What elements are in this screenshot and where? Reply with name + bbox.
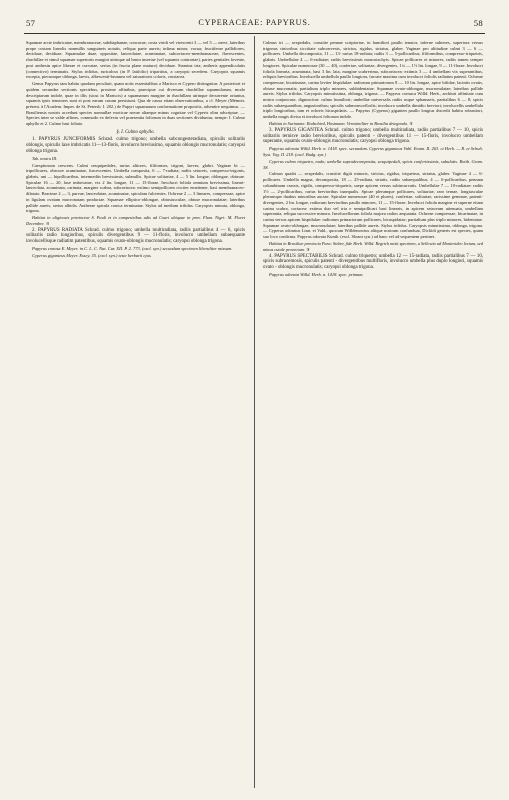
species-entry: 4. PAPYRUS SPECTABILIS Schrad. culmo triquetro; umbella 12 — 15-radiata, radiis partialibus 7 — 10, spicis subracemosis, spiculis patenti - divergentibus multifloris, involucro umbella plus duplo longiori, squamis ovato - oblongis mucronulatis; caryopsi oblonga trigona. — [263, 253, 483, 271]
plate-reference: Tab. nostra III. — [32, 155, 58, 161]
paragraph: Caespitosum crescens. Culmi sesquipedales, rarius altiores, filiformes, trigoni, laeves, glabri. Vaginae bi — tripollicares, obscure acuminatae, fuscescentes. Umbella composita, 6 — 7-radiata; radiis setaceis, compresso-trigonis, glabris, uni — bipollicaribus, intermediis brevissimis, subnullis. Spicae solitariae, 4 — 5 lin. longae, oblongae, obtusae. Spiculae 16 — 20, laxe imbricatae, vix 2 lin. longae, 11 — 13-florae. Involucri foliola omnium brevissima, lineari-lanceolata, acuminata, carinata, margine scabra, subcoriacea: extimo semipollicem circiter emetiente, basi membranaceo-dilatato. Bracteae 2 — 3, parvae, lanceolatae, acuminatae, spiculam fulcientes. Ochreae 2 — 3 lineares, compressae, apice in ligulam ovatam mucronatam productae. Squamae elliptico-oblongae, obtusiusculae, obtuse mucronulatae; lateribus pallide aureis, serius albidis. Antherae spicula conica terminatae. Stylus ad medium trifidus. Caryopsis minuta, oblonga, trigona. — [26, 162, 245, 214]
header-rule — [24, 33, 485, 34]
left-column — [26, 40, 245, 260]
running-title: CYPERACEAE: PAPYRUS. — [198, 18, 311, 27]
paragraph: Culmus tri — sexpedalis, crassitie pennae scriptoriae, in humiliori paullo tenuior, inferne subteres, superiora versus trigonus cinicribus sicciitate subconvexis, strictus, rigidus, striatus, glaber. Vaginae pro altitudine culmi 3 — 6 — pollicares. Umbella decomposita, 11 — 13- rarius 18-radiata; radiis 3 — 5-pollicaribus, filiformibus, compresso-triquetris, glabris. Umbellulae 4 — 6-radiatae; radiis brevissimis monostachyis. Spicae pollicares et minores, radiis tamen semper longiores. Spiculae numerosae (30 — 40), confertae, solitariae, divergentes, 1¼ — 1½ lin. longae, 9 — 11-florae. Involucri foliola linearia, acuminata, basi 3 lin. lata, margine scabrerima, subcoriacea: extimis 3 — 4 umbellam vix superantibus, reliquis brevioribus. Involucella umbellula paullo longiora, furcate maxima cum involucri foliolis radiatim patenti. Ochreae compressae, bicarinatae, carina leviter hispidulae: radiorum primariorum 8 — 10 lin. longae, apice bifidae, laciniis ovatis, obtuse mucronatis; partialium triplo minores, subbidentatae. Squamae ovato-oblongae, mucronulatae; lateribus pallide aureis. Stylus trifidus. Caryopsis minutissima, oblonga, trigona. — Papyrus cornuca Willd. Herb., archiuri affinitate cum nostra conjuncuse, dignoscitur: culmo humiliori; umbellae universalis radiis usque sphamaeis, partialibus 6 — 8; spicis radiis subaequantibus, angustioribus; spiculis submonvorflorlis; involucro umbella dimidio breviori; involucellis umbellula triplo longioribus, tam et ochreis bicuspidatis. — Papyrus (Cyperus) giganten paullo longius discedit habitu robustiori, umbella magis divisa et involucri foliorum indole. — [263, 40, 483, 120]
page-number-left: 57 — [26, 18, 36, 28]
section-heading: §. I. Culmo aphyllo. — [116, 129, 155, 135]
synonym-note: Papyrus odorata Willd. Herb. n. 1418. spec. primum. — [269, 271, 364, 277]
paragraph: Genus Papyrus tam habitu quodam peculiari, quam notis essentialibus a Marisco et Cypero distinguitur. A posteriori et quidem secundae sectionis speciebus, proxime affinibus, praecipue cui diversum rhachillae squamularum, modo descriptarum indole, quae in illis (sicut in Mariscis) a squamarum margine in rhachillam utrinque decurrente oriuntur, squamis ipsis tenuiores sunt et post earum casum persistunt. Qua de causa etiam observationibus, a cl. Meyer (Mémoir. présent. à l'Academ. Imper. de St. Petersb. I. 202.) de Papyri squamarum conformatione propositis, adsentire nequimus. — Brasiliensis nostris accedunt species nonnullae exoticae novae aliaeque minus cognitae vel Cyperis olim adscriptae. — Species inter se valde affines, commodo ex defectu vel praesentia foliorum in duas sectiones dividuntur, nempe: I. Culmo aphyllo et 2. Culmo basi foliato. — [26, 81, 245, 127]
column-divider — [254, 36, 255, 788]
habitat-note: Habitat in Brasiliae provincia Para: Sieber, fide Herb. Willd. Regrich misit specimen, a Sellowio ad Montevideo lectum, sed minus cutale provectum. ♃ — [263, 241, 483, 252]
habitat-note: Habitat in uliginosis provinciae S. Pauli et in campestribus udis ad Coari ubiquae in prov. Flum. Nigri: M. Floret Decembre. ♃ — [26, 215, 245, 226]
page-number-right: 58 — [473, 18, 483, 28]
synonym-note: Cyperus giganteus Meyer. Essey. 35. (excl. syn.) teste herbarii ejus. — [32, 252, 152, 258]
synonym-note: Papyrus conosa E. Meyer. in C. L. C. Nat. Cur. XII. P. 2. 773. (excl. syn.) secundum specimen liberaliter missum. — [32, 246, 233, 252]
habitat-note: Habitat in Surinamo: Rodschied, Hostmann. Verosimiliter in Brasilia detegenda. ♃ — [269, 121, 413, 127]
synonym-note: Papyrus odorata Willd. Herb. n. 1418. spec. secundum. Cyperus giganteus Vahl. Enum. II. 263. et Herb. — R. et Schult. Syst. Veg. II. 218. (excl. Budg. syn.) — [263, 146, 483, 157]
right-column — [263, 40, 483, 279]
synonym-note: Cyperus culmo triquetro, nudo; umbella supradecomposita, sesquipedali, spicis confertissimis, subulatis. Rottb. Gram. 38. — [263, 158, 483, 170]
species-entry: 1. PAPYRUS JUNCIFORMIS Schrad. culmo trigono; umbella subcongesteradiata, spiculis solitariis oblongis, spiculis laxe imbricatis 11—13-floris, involucro breviusimo, squamis oblongis mucronulatis; caryopsi oblonga trigona. — [26, 137, 245, 154]
paragraph: Culmus quadri — sexpedalis, crassitie digiti minoris, strictus, rigidus, triquetrus, striatus, glaber. Vaginae 4 — 6-pollicares. Umbella magna, decomposita, 18 — 25-radiata, striatis, radiis subaequalibus, 4 — 6-pollicaribus, pennam columbinam crassis, rigidis, compresso-triquetris, saepe apicem versus subincurvatis. Umbellulae 7 — 10-radiatae: radiis 1½ — 2-pollicaribus, rarius brevioribus inaequalis. Spicae plerumque pollicares, solitariae, raro ternae, longiusculae plerumque duabus minoribus auctae. Spiculae numerosae (40 et plures), confertae, solitariae, rarissime geminae, patenti-divergentes, 2 lin. longae, radiorum brevioribus paullo minores, 11 — 15-florae. Involucri foliola margine et superne etiam carina scabra, coriacea: extima duo vel tria e semipollicari basi linearis, in apicem setaceum attenuata, umbellam superantia, reliqua successive minora. Involucellorum foliola majora radios aequantia. Ochreae compressae, bicarinatae, in carina versus apicem hispidulae: radiorum primariorum pollicares, bicuspidatae; partialium plus triplo minores, bidentatae. Squamae ovato-oblongae, mucronulatae; lateribus pallide aureis. Stylus trifidus. Caryopsis minutissima, oblonga, trigona. — Cyperus odoratus Linn. et Vahl., quocum Willdenowius aliique nostram confunduat, Dicliidi generis est species, quam suo loco confirma. Papyrus odorata Kunth. (excl. Sloani syn.) ad hanc vel ad sequentem pertinet. — [263, 171, 483, 240]
paragraph: Squamae arcte imbricatae, membranaceae, subdiaphanae, concavae, costa viridi vel virescenti 3 — vel 5 — nervi, lateribus prope costam lineolis nonnullis sanguineis notatis, reliqua parte aureis; infima minor, vacua; fructiferae pallidiores, deciduae, deciduae. Squamulae duae, oppositae, lanceolatae, acuminatae, subcoriaceo-membranaceae, flavescentes, rhachillae et simul squamae superioris margini utrinque ad basin insertae (vel squamis contrariae), partes genitales fovente, post anthesin apice liberae et curvatae, serius (in fructu plane maturo) deciduae. Stamina tria; antheris appendiculatis (connectivo) terminatis. Stylus trifidus, ruricalcus (in P. latifolio) tripartitus, a caryopsi secedens. Caryopsis squamis excepta, piecumque oblonga, laevis, albescenti-brunnea vel saturatioris coloris, crustacea. — [26, 40, 245, 80]
species-entry: 3. PAPYRUS GIGANTEA Schrad. culmo trigono; umbella multiradiata, radiis partialibus 7 — 10, spicis solitariis ternisve radio brevioribus, spiculis patenti - divergentibus 11 — 15-floris, involucro umbellam superante, squamis ovato-oblongis mucronulatis; caryopsi oblonga trigona. — [263, 127, 483, 145]
species-entry: 2. PAPYRUS RADIATA Schrad. culmo trigono; umbella multiradiata, radiis partialibus 4 — 6, spicis solitariis radio longioribus, spiculis divergentibus 9 — 11-floris, involucro umbellam subaequante involucellisque radiatim patentibus, squamis ovato-oblongis mucronulatis; caryopsi oblonga trigona. — [26, 227, 245, 245]
running-header — [24, 18, 485, 34]
